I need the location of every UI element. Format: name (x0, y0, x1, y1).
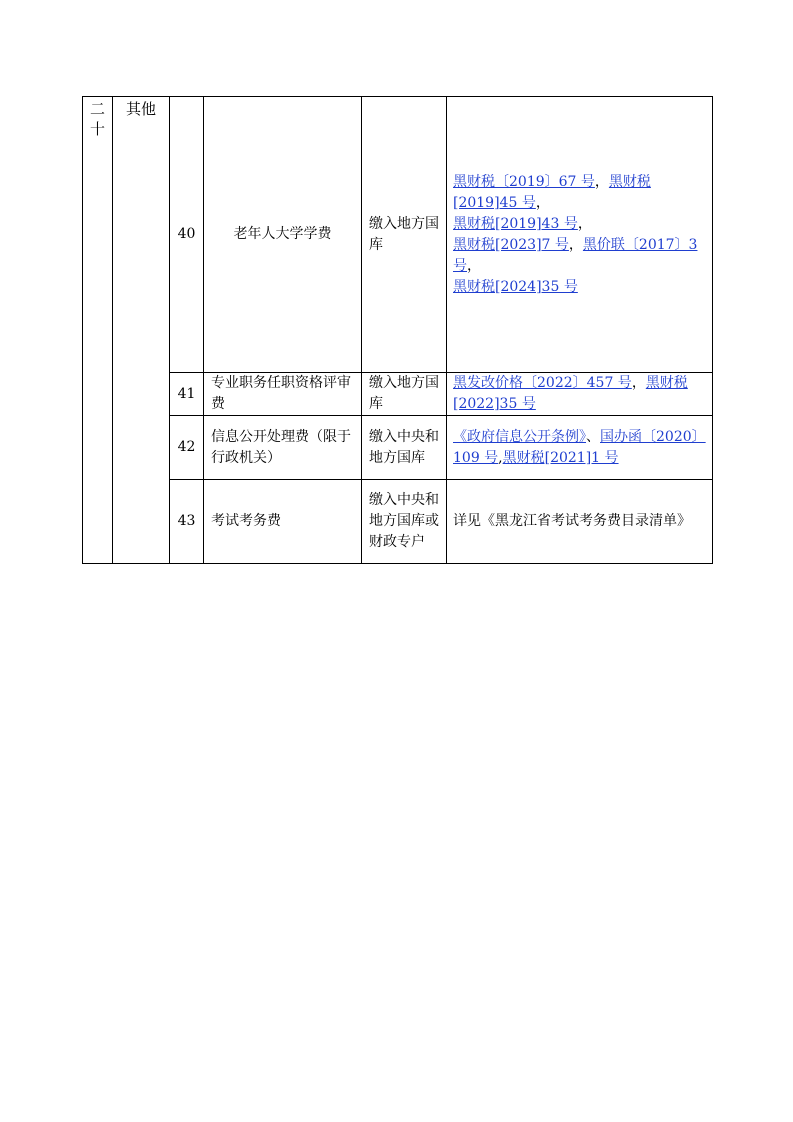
policy-link[interactable]: 黑财税[2022]35 号 (453, 375, 688, 412)
fee-table (82, 96, 713, 564)
row-number-cell (170, 416, 204, 480)
policy-link[interactable]: 黑财税[2021]1 号 (502, 449, 619, 466)
policy-link[interactable]: 黑财税[2019]45 号 (453, 173, 651, 211)
category-number: 二十 (89, 100, 105, 138)
fee-name-cell (204, 373, 362, 416)
basis-cell (447, 97, 713, 373)
separator: ， (535, 194, 550, 211)
fee-name-cell (204, 416, 362, 480)
policy-link[interactable]: 黑财税[2019]43 号 (453, 215, 578, 232)
row-number: 40 (177, 226, 196, 242)
table-row (83, 416, 713, 480)
destination: 缴入地方国库 (369, 375, 439, 412)
destination-cell (362, 97, 447, 373)
basis-cell (447, 416, 713, 480)
separator: ， (568, 236, 583, 253)
destination-cell (362, 416, 447, 480)
table-row (83, 480, 713, 564)
destination: 缴入中央和地方国库或财政专户 (369, 492, 439, 550)
row-number: 41 (177, 385, 196, 402)
policy-link[interactable]: 黑财税[2024]35 号 (453, 278, 578, 295)
basis-cell (447, 480, 713, 564)
fee-name: 专业职务任职资格评审费 (211, 375, 351, 412)
separator: 、 (586, 428, 600, 445)
fee-name-cell (204, 97, 362, 373)
separator: , (498, 449, 503, 466)
fee-name: 考试考务费 (211, 513, 281, 529)
destination: 缴入中央和地方国库 (369, 428, 439, 466)
policy-link[interactable]: 国办函〔2020〕109 号 (453, 428, 706, 466)
table-row (83, 97, 713, 373)
fee-name: 信息公开处理费（限于行政机关） (211, 428, 351, 466)
row-number-cell (170, 373, 204, 416)
separator: ， (594, 173, 609, 190)
row-number: 42 (177, 439, 196, 455)
fee-name: 老年人大学学费 (233, 226, 332, 242)
row-number-cell (170, 480, 204, 564)
destination: 缴入地方国库 (369, 215, 439, 253)
fee-name-cell (204, 480, 362, 564)
category-number-cell (83, 97, 113, 564)
basis-cell (447, 373, 713, 416)
policy-link[interactable]: 黑发改价格〔2022〕457 号 (453, 375, 632, 391)
category-name-cell (113, 97, 170, 564)
table-row (83, 373, 713, 416)
policy-link[interactable]: 黑价联〔2017〕3 号 (453, 236, 698, 274)
row-number: 43 (177, 513, 196, 529)
row-number-cell (170, 97, 204, 373)
destination-cell (362, 373, 447, 416)
policy-link[interactable]: 《政府信息公开条例》 (453, 428, 586, 445)
separator: ， (577, 215, 592, 232)
policy-link[interactable]: 黑财税[2023]7 号 (453, 236, 569, 253)
destination-cell (362, 480, 447, 564)
basis-text: 详见《黑龙江省考试考务费目录清单》 (453, 513, 691, 529)
separator: ， (467, 257, 481, 274)
category-name: 其他 (125, 100, 156, 118)
policy-link[interactable]: 黑财税〔2019〕67 号 (453, 173, 595, 190)
separator: ， (631, 375, 646, 391)
